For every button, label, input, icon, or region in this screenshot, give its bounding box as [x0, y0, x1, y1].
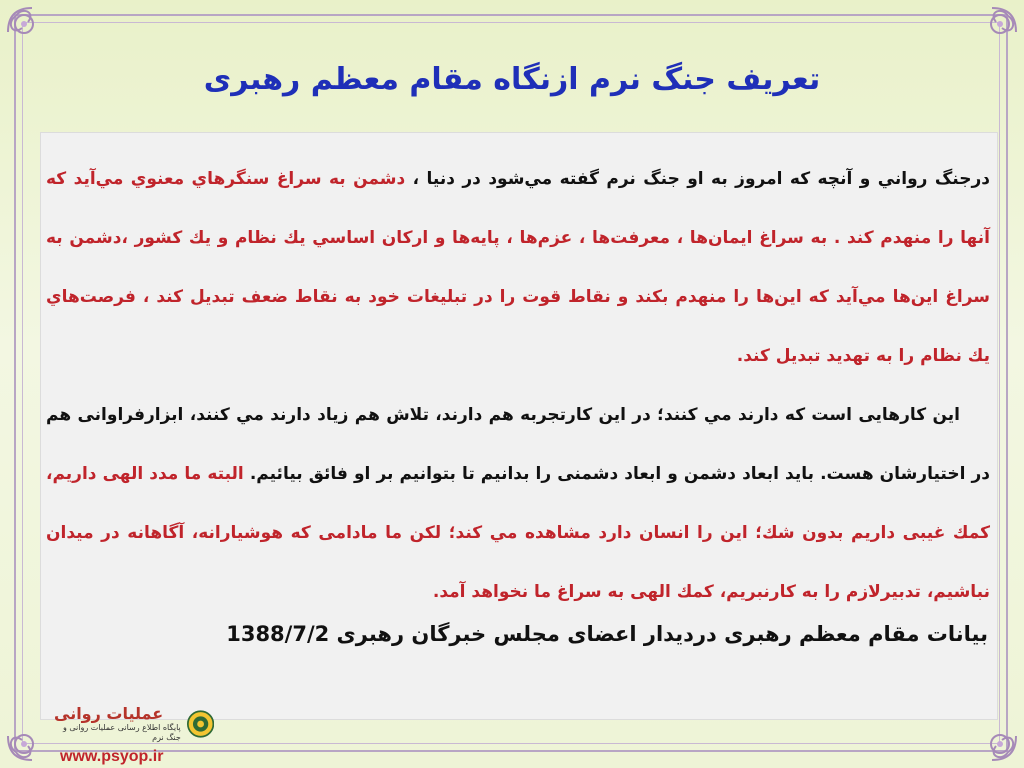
source-citation: بيانات مقام معظم رهبری دردیدار اعضای مجلس خبرگان رهبری 1388/7/2	[226, 622, 988, 646]
logo-text	[54, 705, 181, 743]
paragraph-1-highlight: دشمن به سراغ سنگرهاي معنوي مي‌آيد كه آنها را منهدم كند . به سراغ ايمان‌ها ، معرفت‌ها ، عزم‌ها ، پايه‌ها و اركان اساسي يك نظام و يك كشور ،دشمن به سراغ اين‌ها مي‌آيد كه اين‌ها را منهدم بكند و نقاط قوت را در تبليغات خود به نقاط ضعف تبديل كند ، فرصت‌هاي يك نظام را به تهديد تبديل كند.	[46, 169, 990, 366]
body-text	[46, 150, 990, 622]
logo-tagline: پایگاه اطلاع رسانی عملیات روانی و جنگ نرم	[62, 723, 181, 742]
corner-ornament-icon	[2, 2, 58, 58]
psyop-emblem-icon	[187, 708, 214, 740]
paragraph-1	[46, 150, 990, 386]
paragraph-2	[46, 386, 990, 622]
paragraph-2-highlight: البته ما مدد الهی داريم، كمك غيبی داريم بدون شك؛ اين را انسان دارد مشاهده مي كند؛ لكن ما مادامی كه هوشيارانه، آگاهانه در ميدان نباشيم، تدبيرلازم را به كارنبريم، كمك الهی به سراغ ما نخواهد آمد.	[46, 464, 990, 602]
paragraph-2-intro: اين كارهايی است كه دارند مي كنند؛ در اين كارتجربه هم دارند، تلاش هم زياد دارند مي كنند، ابزارفراوانی هم در اختيارشان هست. بايد ابعاد دشمن و ابعاد دشمنی را بدانيم تا بتوانيم بر او فائق بيائيم.	[46, 405, 990, 484]
website-url-link[interactable]: www.psyop.ir	[60, 748, 164, 765]
paragraph-1-intro: درجنگ رواني و آنچه كه امروز به او جنگ نرم گفته مي‌شود در دنيا ،	[405, 169, 990, 189]
slide-title: تعريف جنگ نرم ازنگاه مقام معظم رهبری	[203, 62, 821, 97]
site-logo[interactable]	[54, 700, 214, 748]
logo-name: عملیات روانی	[54, 704, 164, 723]
corner-ornament-icon	[966, 2, 1022, 58]
